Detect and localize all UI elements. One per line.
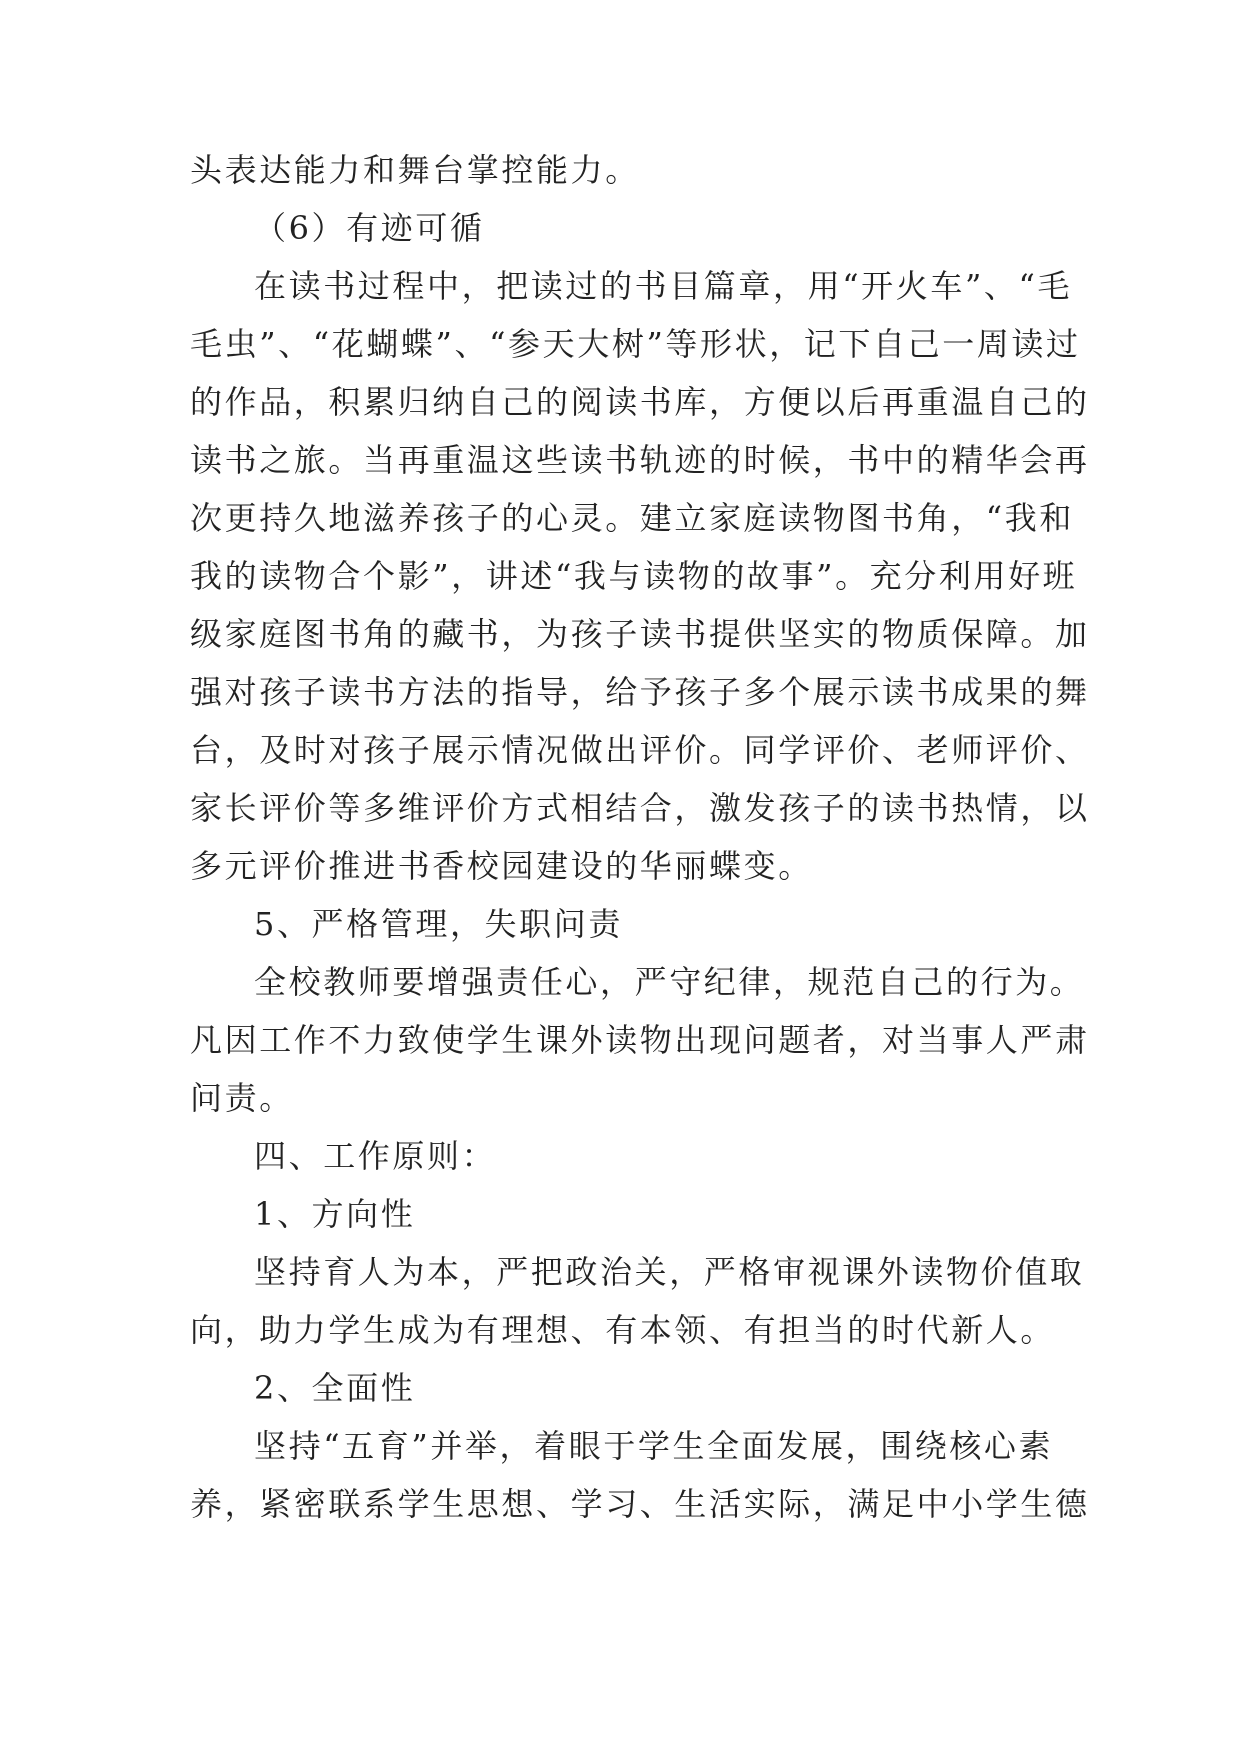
- text-line: 多元评价推进书香校园建设的华丽蝶变。: [190, 847, 813, 885]
- subsection-heading: 1、方向性: [254, 1195, 416, 1233]
- section-heading: 5、严格管理，失职问责: [254, 905, 623, 943]
- text-line: 级家庭图书角的藏书，为孩子读书提供坚实的物质保障。加: [190, 615, 1090, 653]
- text-line: 家长评价等多维评价方式相结合，激发孩子的读书热情，以: [190, 789, 1090, 827]
- text-line: 在读书过程中，把读过的书目篇章，用“开火车”、“毛: [254, 267, 1073, 305]
- text-line: 强对孩子读书方法的指导，给予孩子多个展示读书成果的舞: [190, 673, 1090, 711]
- text-line: 的作品，积累归纳自己的阅读书库，方便以后再重温自己的: [190, 383, 1090, 421]
- text-line: 坚持“五育”并举，着眼于学生全面发展，围绕核心素: [254, 1427, 1054, 1465]
- text-line: 次更持久地滋养孩子的心灵。建立家庭读物图书角，“我和: [190, 499, 1074, 537]
- text-line: 向，助力学生成为有理想、有本领、有担当的时代新人。: [190, 1311, 1056, 1349]
- subsection-heading: （6）有迹可循: [254, 209, 485, 247]
- text-line: 我的读物合个影”，讲述“我与读物的故事”。充分利用好班: [190, 557, 1078, 595]
- text-line: 凡因工作不力致使学生课外读物出现问题者，对当事人严肃: [190, 1021, 1090, 1059]
- text-line: 问责。: [190, 1079, 294, 1117]
- text-line: 养，紧密联系学生思想、学习、生活实际，满足中小学生德: [190, 1485, 1090, 1523]
- text-line: 全校教师要增强责任心，严守纪律，规范自己的行为。: [254, 963, 1085, 1001]
- text-line: 台，及时对孩子展示情况做出评价。同学评价、老师评价、: [190, 731, 1090, 769]
- text-line: 读书之旅。当再重温这些读书轨迹的时候，书中的精华会再: [190, 441, 1090, 479]
- section-heading: 四、工作原则：: [254, 1137, 497, 1175]
- text-line: 坚持育人为本，严把政治关，严格审视课外读物价值取: [254, 1253, 1085, 1291]
- text-line: 头表达能力和舞台掌控能力。: [190, 151, 640, 189]
- text-line: 毛虫”、“花蝴蝶”、“参天大树”等形状，记下自己一周读过: [190, 325, 1081, 363]
- subsection-heading: 2、全面性: [254, 1369, 416, 1407]
